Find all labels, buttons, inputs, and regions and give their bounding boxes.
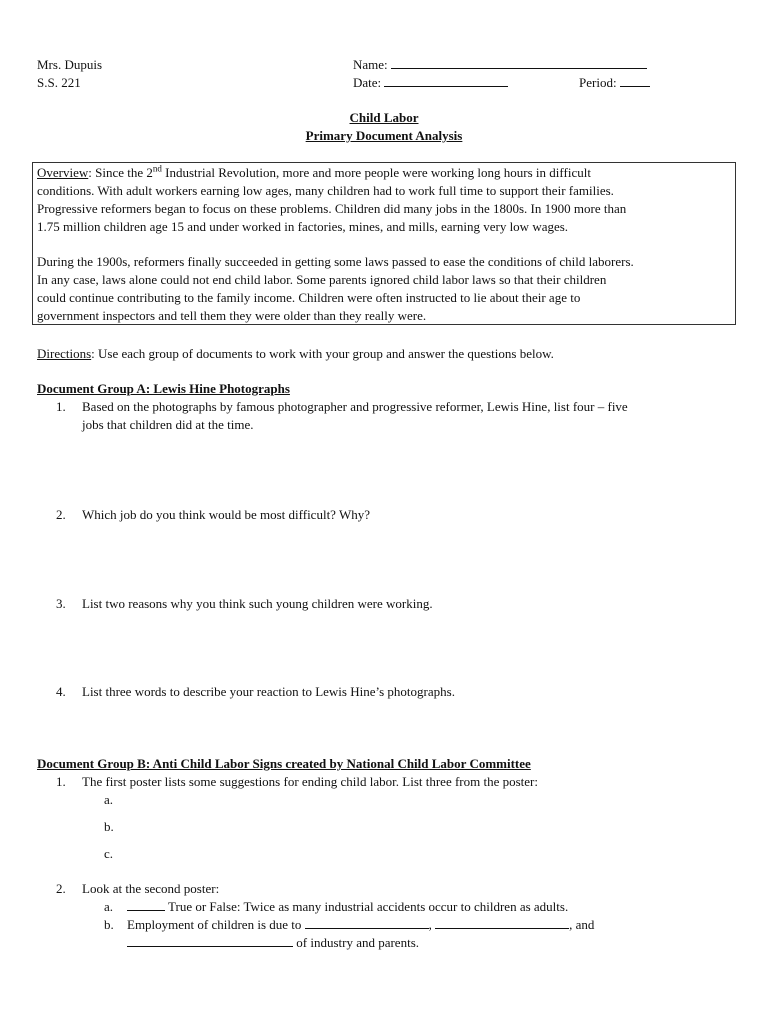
question-b2: Look at the second poster: bbox=[82, 881, 220, 896]
name-field-row bbox=[353, 56, 647, 74]
question-a1-line1: Based on the photographs by famous photographer and progressive reformer, Lewis Hine, list four – five bbox=[82, 399, 628, 414]
overview-line: In any case, laws alone could not end child labor. Some parents ignored child labor laws so that their children bbox=[37, 272, 607, 287]
answer-area-a3[interactable] bbox=[82, 615, 722, 679]
answer-area-a1[interactable] bbox=[82, 436, 722, 500]
date-field-row bbox=[353, 74, 508, 92]
question-b1: The first poster lists some suggestions for ending child labor. List three from the poster: bbox=[82, 774, 539, 789]
overview-box bbox=[32, 162, 736, 325]
title-line1: Child Labor bbox=[349, 110, 419, 125]
group-b-heading: Document Group B: Anti Child Labor Signs created by National Child Labor Committee bbox=[37, 756, 531, 771]
sub-item-label: a. bbox=[104, 899, 114, 914]
directions-text: : Use each group of documents to work with your group and answer the questions below. bbox=[91, 346, 554, 361]
sub-item-label: b. bbox=[104, 819, 114, 834]
directions-label: Directions bbox=[37, 346, 92, 361]
date-field[interactable] bbox=[384, 74, 508, 87]
overview-line bbox=[37, 164, 733, 182]
overview-line: Progressive reformers began to focus on these problems. Children did many jobs in the 1800s. In 1900 more than bbox=[37, 201, 627, 216]
true-false-field[interactable] bbox=[127, 898, 165, 911]
period-field-row bbox=[579, 74, 650, 92]
blank-field-2[interactable] bbox=[435, 916, 569, 929]
question-number: 4. bbox=[56, 684, 66, 699]
blank-field-1[interactable] bbox=[305, 916, 429, 929]
answer-field-b1c[interactable] bbox=[127, 845, 687, 863]
overview-line: 1.75 million children age 15 and under worked in factories, mines, and mills, earning very low wages. bbox=[37, 219, 569, 234]
question-number: 2. bbox=[56, 507, 66, 522]
blank-field-3[interactable] bbox=[127, 934, 293, 947]
overview-label: Overview bbox=[37, 165, 89, 180]
overview-paragraph-1 bbox=[37, 164, 733, 236]
sub-item-label: c. bbox=[104, 846, 114, 861]
superscript: nd bbox=[152, 163, 162, 174]
question-b2b-end: of industry and parents. bbox=[293, 935, 420, 950]
conjunction: , and bbox=[569, 917, 595, 932]
group-a-heading: Document Group A: Lewis Hine Photographs bbox=[37, 381, 290, 396]
question-number: 1. bbox=[56, 399, 66, 414]
answer-field-b1b[interactable] bbox=[127, 818, 687, 836]
answer-area-a2[interactable] bbox=[82, 526, 722, 590]
question-b2b-text: Employment of children is due to bbox=[127, 917, 302, 932]
name-field[interactable] bbox=[391, 56, 647, 69]
comma: , bbox=[428, 917, 432, 932]
question-a2: Which job do you think would be most difficult? Why? bbox=[82, 507, 371, 522]
title-line2: Primary Document Analysis bbox=[305, 128, 463, 143]
period-label: Period: bbox=[579, 75, 617, 90]
question-number: 2. bbox=[56, 881, 66, 896]
question-b2b-row-2 bbox=[127, 934, 419, 952]
overview-line: During the 1900s, reformers finally succeeded in getting some laws passed to ease the conditions of child laborers. bbox=[37, 254, 634, 269]
question-a3: List two reasons why you think such young children were working. bbox=[82, 596, 433, 611]
overview-text: Industrial Revolution, more and more people were working long hours in difficult bbox=[161, 165, 591, 180]
question-a4: List three words to describe your reaction to Lewis Hine’s photographs. bbox=[82, 684, 455, 699]
overview-line: government inspectors and tell them they were older than they really were. bbox=[37, 308, 427, 323]
date-label: Date: bbox=[353, 75, 382, 90]
overview-line: could continue contributing to the family income. Children were often instructed to lie about their age to bbox=[37, 290, 581, 305]
sub-item-label: b. bbox=[104, 917, 114, 932]
overview-line: conditions. With adult workers earning low ages, many children had to work full time to support their families. bbox=[37, 183, 614, 198]
question-b2a-text: True or False: Twice as many industrial accidents occur to children as adults. bbox=[165, 899, 569, 914]
question-b2a-row bbox=[127, 898, 568, 916]
sub-item-label: a. bbox=[104, 792, 114, 807]
overview-paragraph-2 bbox=[37, 253, 733, 325]
name-label: Name: bbox=[353, 57, 388, 72]
period-field[interactable] bbox=[620, 74, 650, 87]
teacher-name: Mrs. Dupuis bbox=[37, 57, 103, 72]
question-b2b-row bbox=[127, 916, 594, 934]
question-number: 1. bbox=[56, 774, 66, 789]
question-a1-line2: jobs that children did at the time. bbox=[82, 417, 254, 432]
answer-area-a4[interactable] bbox=[82, 703, 722, 747]
directions bbox=[37, 345, 554, 363]
answer-field-b1a[interactable] bbox=[127, 791, 687, 809]
course-code: S.S. 221 bbox=[37, 75, 81, 90]
question-number: 3. bbox=[56, 596, 66, 611]
overview-text: : Since the 2 bbox=[88, 165, 153, 180]
